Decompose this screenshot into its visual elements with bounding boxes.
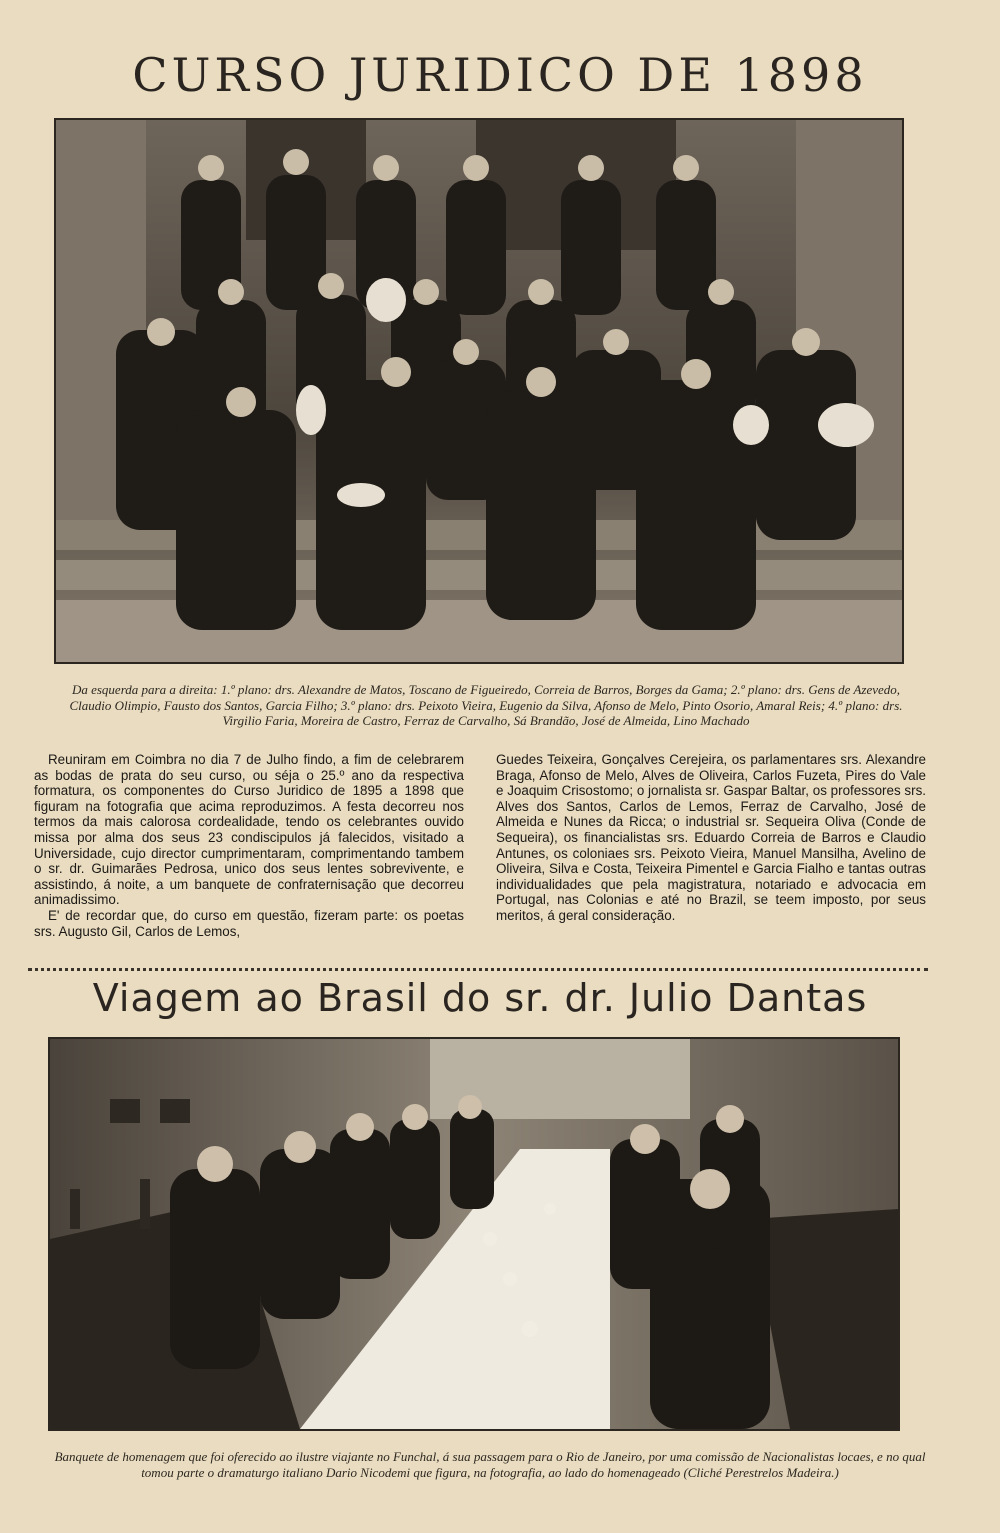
group-photo-caption: Da esquerda para a direita: 1.º plano: drs. Alexandre de Matos, Toscano de Figueiredo, Correia de Barros, Borges da Gama; 2.º plano: drs. Gens de Azevedo, Claudio Olimpio, Fausto dos Santos, Garcia Filho; 3.º plano: drs. Peixoto Vieira, Eugenio da Silva, Afonso de Melo, Pinto Osorio, Amaral Reis; 4.º plano: drs. Virgilio Faria, Moreira de Castro, Ferraz de Carvalho, Sá Brandão, José de Almeida, Lino Machado [69,682,903,728]
article-paragraph: Reuniram em Coimbra no dia 7 de Julho findo, a fim de celebrarem as bodas de prata do seu curso, ou séja o 25.º ano da respectiva formatura, os componentes do Curso Juridico de 1895 a 1898 que figuram na fotografia que acima reproduzimos. A festa decorreu nos termos da mais calorosa cordealidade, tendo os celebrantes ouvido missa por alma dos seus 23 condiscipulos já falecidos, visitado a Universidade, cujo director cumprimentaram, comprimentando tambem o sr. dr. Guimarães Pedrosa, unico dos seus lentes sobrevivente, e assistindo, á noite, a um banquete de confraternisação que decorreu animadissimo. [34,752,464,908]
photo-credit: (Cliché Perestrelos Madeira.) [683,1464,839,1480]
section-divider [28,968,928,971]
banquet-photograph [48,1037,900,1431]
article-title-curso-juridico: CURSO JURIDICO DE 1898 [132,48,868,102]
article-column-left [34,752,464,939]
article-body [34,752,930,966]
banquet-photo-caption [40,1449,940,1480]
article-paragraph: E' de recordar que, do curso em questão, fizeram parte: os poetas srs. Augusto Gil, Carlos de Lemos, [34,907,464,939]
article-title-viagem: Viagem ao Brasil do sr. dr. Julio Dantas [92,976,868,1020]
article-column-right [496,752,926,924]
group-photo-image [56,120,902,662]
banquet-photo-image [50,1039,898,1429]
group-photograph [54,118,904,664]
article-paragraph: Guedes Teixeira, Gonçalves Cerejeira, os parlamentares srs. Alexandre Braga, Afonso de Melo, Alves de Oliveira, Carlos Fuzeta, Pires do Vale e Joaquim Crisostomo; o jornalista sr. Gaspar Baltar, os professores srs. Alves dos Santos, Carlos de Lemos, Ferraz de Carvalho, José de Almeida e Nunes da Ricca; o industrial sr. Sequeira Oliva (Conde de Sequeira), os financialistas srs. Eduardo Correia de Barros e Claudio Antunes, os coloniaes srs. Peixoto Vieira, Manuel Mansilha, Avelino de Oliveira, Silva e Costa, Teixeira Pimentel e Garcia Fialho e tantas outras individualidades que pela magistratura, notariado e advocacia em Portugal, nas Colonias e até no Brazil, se teem imposto, por seus meritos, á geral consideração. [496,752,926,923]
banquet-caption-text: Banquete de homenagem que foi oferecido ao ilustre viajante no Funchal, á sua passagem para o Rio de Janeiro, por uma comissão de Nacionalistas locaes, e no qual tomou parte o dramaturgo italiano Dario Nicodemi que figura, na fotografia, ao lado do homenageado [54,1449,926,1480]
